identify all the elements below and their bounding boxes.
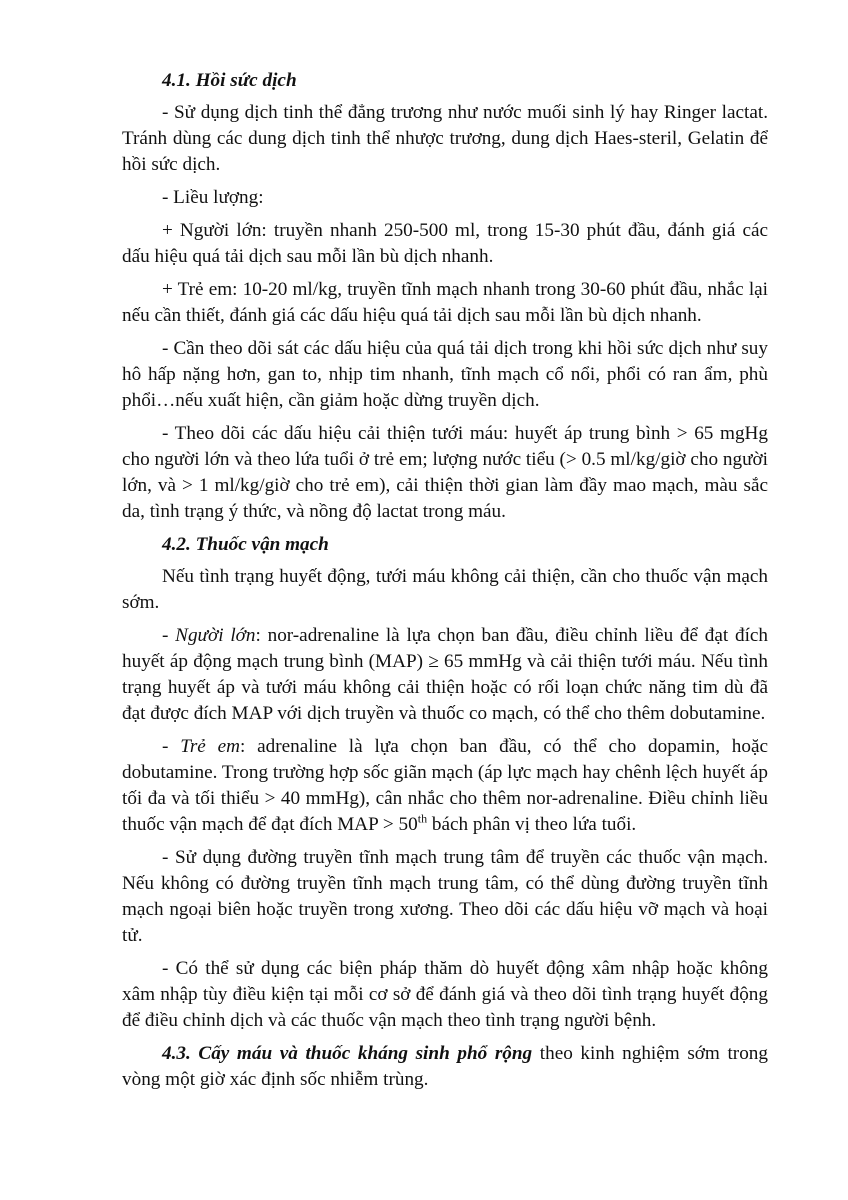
- dash: -: [162, 736, 181, 757]
- dash: -: [162, 625, 176, 646]
- paragraph: - Liều lượng:: [162, 187, 264, 208]
- section-4-3-text: theo kinh nghiệm sớm trong vòng một giờ xác định sốc nhiễm trùng.: [122, 1043, 768, 1090]
- paragraph: - Sử dụng đường truyền tĩnh mạch trung tâm để truyền các thuốc vận mạch. Nếu không có đường truyền tĩnh mạch trung tâm, có thể dùng đường truyền tĩnh mạch ngoại biên hoặc truyền trong xương. Theo dõi các dấu hiệu vỡ mạch và hoại tử.: [122, 847, 768, 946]
- children-tail: bách phân vị theo lứa tuổi.: [427, 814, 637, 835]
- paragraph: + Người lớn: truyền nhanh 250-500 ml, trong 15-30 phút đầu, đánh giá các dấu hiệu quá tải dịch sau mỗi lần bù dịch nhanh.: [122, 220, 768, 267]
- paragraph-children: [122, 734, 768, 838]
- paragraph: Nếu tình trạng huyết động, tưới máu không cải thiện, cần cho thuốc vận mạch sớm.: [122, 566, 768, 613]
- adults-label: Người lớn: [175, 625, 256, 646]
- paragraph: - Cần theo dõi sát các dấu hiệu của quá tải dịch trong khi hồi sức dịch như suy hô hấp nặng hơn, gan to, nhịp tim nhanh, tĩnh mạch cổ nổi, phổi có ran ẩm, phù phổi…nếu xuất hiện, cần giảm hoặc dừng truyền dịch.: [122, 338, 768, 411]
- paragraph: - Sử dụng dịch tinh thể đẳng trương như nước muối sinh lý hay Ringer lactat. Tránh dùng các dung dịch tinh thể nhược trương, dung dịch Haes-steril, Gelatin để hồi sức dịch.: [122, 102, 768, 175]
- section-heading-4-2: 4.2. Thuốc vận mạch: [162, 534, 329, 555]
- paragraph: - Theo dõi các dấu hiệu cải thiện tưới máu: huyết áp trung bình > 65 mgHg cho người lớn và theo lứa tuổi ở trẻ em; lượng nước tiểu (> 0.5 ml/kg/giờ cho người lớn, và > 1 ml/kg/giờ cho trẻ em), cải thiện thời gian làm đầy mao mạch, màu sắc da, tình trạng ý thức, và nồng độ lactat trong máu.: [122, 423, 768, 522]
- adults-text: : nor-adrenaline là lựa chọn ban đầu, điều chỉnh liều để đạt đích huyết áp động mạch trung bình (MAP) ≥ 65 mmHg và cải thiện tưới máu. Nếu tình trạng huyết áp và tưới máu không cải thiện hoặc có rối loạn chức năng tim dù đã đạt được đích MAP với dịch truyền và thuốc co mạch, có thể cho thêm dobutamine.: [122, 625, 769, 724]
- paragraph-4-3: [122, 1041, 768, 1093]
- paragraph: + Trẻ em: 10-20 ml/kg, truyền tĩnh mạch nhanh trong 30-60 phút đầu, nhắc lại nếu cần thiết, đánh giá các dấu hiệu quá tải dịch sau mỗi lần bù dịch nhanh.: [122, 279, 768, 326]
- children-text: : adrenaline là lựa chọn ban đầu, có thể cho dopamin, hoặc dobutamine. Trong trường hợp sốc giãn mạch (áp lực mạch hay chênh lệch huyết áp tối đa và tối thiểu > 40 mmHg), cân nhắc cho thêm nor-adrenaline. Điều chỉnh liều thuốc vận mạch để đạt đích MAP > 50: [122, 736, 769, 835]
- paragraph-adults: [122, 623, 768, 727]
- children-label: Trẻ em: [180, 736, 240, 757]
- section-heading-4-1: 4.1. Hồi sức dịch: [162, 70, 297, 91]
- superscript: th: [417, 811, 428, 826]
- paragraph: - Có thể sử dụng các biện pháp thăm dò huyết động xâm nhập hoặc không xâm nhập tùy điều kiện tại mỗi cơ sở để đánh giá và theo dõi tình trạng huyết động để điều chỉnh dịch và các thuốc vận mạch theo tình trạng người bệnh.: [122, 958, 768, 1031]
- section-heading-4-3: 4.3. Cấy máu và thuốc kháng sinh phổ rộng: [162, 1043, 533, 1064]
